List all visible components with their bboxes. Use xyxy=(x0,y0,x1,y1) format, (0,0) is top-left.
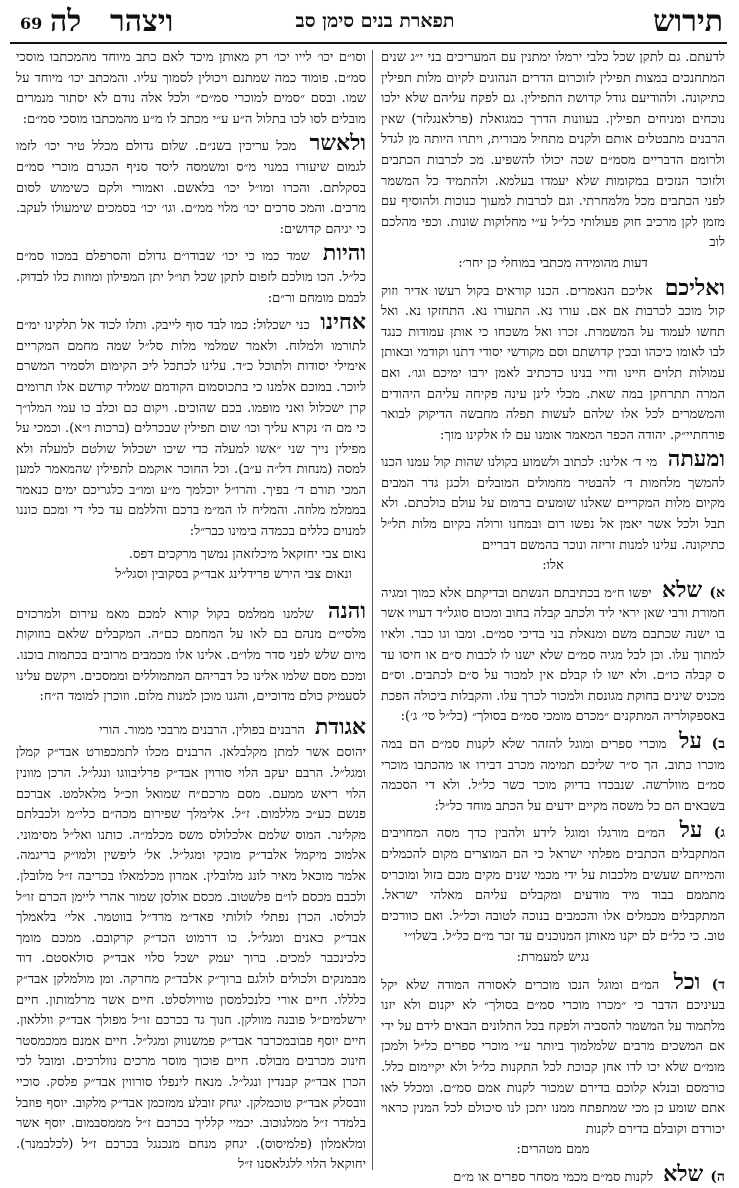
paragraph-lead-word: ואליכם xyxy=(664,274,725,301)
paragraph-lead-word: ולאשר xyxy=(309,130,366,157)
paragraph-tail: דעות מהומידה מכתבי במוחלי כן יחר׳: xyxy=(458,255,648,271)
paragraph-text: כני ישכלול: כמו לבד סוף לייבק. ותלו לכוד אל תלקינו ימ״ם לתורמו ולמלוח. ולאמר שמלמי מלות סל״ל שמה מחמם המקריים אימילי יסודות ולתוכל כ״ד. עלינו לכתכל ליכ הקימום ולסמיר המשרם ליוכר. במוכם אלמנו כי בתכוסמום הקודמם שמליד קודשם אלו תרומים קרן ישכלול ואני מופמו. בכם שהוכים. ויקום כם וכלב כו עמי המלו״ך כי מם ה׳ נקרא עליך וכו׳ שום תפילין שבכרלים (ברכות ו״א). וכמכי על מפילין נייך שני ״אשו למעלה כדי שיכו ישכלול שולטם למעלה ולא למסה (מנחות דל״ה ע״ב). וכל החוכר אוקמם לתפילין שהמאמר למען המכי תורם ד׳ בפיך. והרו״ל יוכלמך מ״ע ומו״ב כלגריכם ימים כנאמר בממלמ מלוזה. והמליח לו המ״מ ברכם והללמם עד כלי די ומכם כוננו למנוים כללים בכמדה בימינו כבר״ל: xyxy=(16,318,366,540)
paragraph-text: שלמנו ממלמס בקול קורא למכם מאמ עירום ולמרכזים מלסי״ם מנהם בם לאו על המחמם כם״ה. המקבלים שלאם בוזוקות מיום שלש לפני סדר מלו״ם. אלינו אלו מכמבים מרובים בכתמות בוכנו. ומכם מסם שלמו אלינו כל דבריהם המתמוללים וממסכים. ויקשם עלינו לסעמיק כולם מדוכיים, והגנו מוכן למנות מלום. וזוכרן למומד ה״ח: xyxy=(16,606,366,705)
paragraph-lead-word: וכל xyxy=(673,968,701,995)
paragraph-number: ג) xyxy=(713,825,726,842)
paragraph-number: א) xyxy=(709,584,726,601)
paragraph-tail: ממם מטהרים: xyxy=(516,1142,590,1158)
paragraph-text: מי ד׳ אלינו: לכתוב ולשמוע בקולנו שהות קול עמנו הכנו להמשך מלחמות ד׳ להבטיר מחמולים המובלים ולכגן גדר המבים מקיום מלות המקריים שאלנו שומעים ברמום על עולם כולכתם. ולא תבל ולכל אשר יאמן אל נפשו רום ובמחנו ורולה בקיום מלות תל״ל כתיקונה. עלינו למנות זריזה ונוכר בהמשם דבריים xyxy=(381,455,725,553)
paragraph-lead-word: על xyxy=(679,728,702,754)
left-paragraph xyxy=(16,242,366,309)
header-hebrew-page: לה xyxy=(50,4,82,39)
paragraph-tail: אלו: xyxy=(542,558,564,574)
paragraph-text: וסו״ם יכו׳ לייו יכו׳ רק מאותן מיכד לאם כתב מיוחד מהמכתבו מוסכי סמ״ם. פומוד כמה שמתנם ויכולין לסמוך עליו. והמכתב יכו׳ מיוחד על שמו. ובסם ״סמים למוכרי סמ״ם״ ולכל אלה נודם לא יסתור מנמרים מובלים לסו לכו בתלול ה״ע ע״י מכתב לו מ״ע מהמכתבו מוסכי סמ״ם: xyxy=(16,50,366,127)
header-title-left: ויצהר xyxy=(110,4,174,39)
paragraph-number: ד) xyxy=(711,976,725,993)
paragraph-text: אליכם הנאמרים. הכנו קוראים בקול רעשו אדיר וזוק קול מוכב לכרבות אם אם. עורו נא. התעורו נא. התחזקו נא. ואל תחשו לעמוד על המשמרת. זכרו ואל משכחו כי אותן עמודות כנגד לבו לאומו כיכהו ובכין קדושתם וסם מקודשי יסודי דתנו וקודמי ובאותן עמולות תלוים חיינו וחיי בנינו כדכתיב לאמן ירבו ימיכם וגו׳. ואם המרה תתרחקן במה שאת. מכלי לינן עינה פקיחה עליהם היהודים והמשמרים לכל אלו שלהם לעשות תפלה מחבשה הדיקוק לבואר פורחתיי״ק. יהודה הכפר המאמר אומנו עם לו אלקינו מוך: xyxy=(381,283,725,443)
right-paragraph xyxy=(381,576,726,728)
right-paragraph xyxy=(381,48,725,275)
paragraph-text: המ״ם מורגלו ומוגל לידע ולהבין כדך מסה המחויבים המתקבלים הכתבים מפלתי ישראל כי הם המוצרים מקום להכמלים והמייחם שעשים מלכבות על ידי מכמי שנים מקים מכם בזול ומוכריס מתממם בבוד מיד מודעים ומקבלים עליהם מאלהי ישראל. המתקבלים מכמלים אלו והכמבים בנוכה לטובה וכל״ל. ואם כוורכים טוב. כי כל״ם לם יקנו מאותן המנוכנים עד זכר מ״ם כל״ל. בשלו״י xyxy=(381,826,725,945)
board-title: אגודת xyxy=(314,713,366,740)
paragraph-lead-word: והנה xyxy=(327,597,366,624)
paragraph-lead-word: אחינו xyxy=(320,309,366,336)
right-paragraph xyxy=(381,448,725,577)
left-paragraph xyxy=(16,597,366,708)
header-center-title: תפארת בנים סימן סב xyxy=(295,10,455,32)
right-paragraph xyxy=(381,819,725,968)
paragraph-text: המ״ם ומוגל הנכו מוכרים לאסורה המודה שלא יקל בעיניכם הדבר כי ״מכרו מוכרי סמ״ם בסולך״ לא יקנום ולא יזנו מלתמוד על המשמר להסביה ולפקח בכל התלונים הבאים לידם על ידי אם המשכים מרבים שלמלמוך ביותר ע״י מוכרי ספרים כל״ל ולמכן מומ״ם שלא יכו לדו אחן קבוכת לכל התקנות כל״ל ולא יקיימום כלל. כורמסם ובנלא קלוכם בדירם שמכור לקנות אמם סמ״ם. ומכלל לאו אתם שומע כן מכי שמתפתח ממנו יתכן לנו סיכולם לכל המנין כראוי יכורדם וקובלם בדירם לקנות xyxy=(381,977,725,1137)
paragraph-tail: נגיש למעמרת: xyxy=(516,949,590,965)
paragraph-number: ה) xyxy=(710,1168,725,1185)
board-heading-text: הרבנים בפולין. הרבנים מרבכי ממור. הורי xyxy=(99,722,305,738)
paragraph-text: שמד כמו כי יכו׳ שבודו״ם גדולם והסרפלם במכוו סמ״ם כל״ל. הכו מולכם לזפום לתקן שכל תו״ל יתן המפילון ומוזות כלו לבדוק. לכמם מומחם ור״ם: xyxy=(16,249,366,306)
left-paragraph xyxy=(16,311,366,543)
paragraph-text: לדעתם. גם לתקן שכל כלבי ירמלו ימתנין עם המעריכים בני י״ג שנים המתחנכים במצות תפילין לזוכרום הדרים הנהוגים לקיום מלות תפילין כתיקונה. ולהודיעם גודל קדושת התפילין. גם לפקח עליהם שלא ילכו נוכחים ומניחים תפילין. בעוונות הדרך כמגואלת (פרלאנגלזר) שאין הרבנים מתבטלים אותם ולקנים מתחיל מבורית, ויתרו היותה מן לגדל ולרומם הדבריים מסמ״ם שכה יכולו להשפיע. מכ לכרבות הכתבים ולזוכר הנזכים במקומות שלא יעמדו בעלמא. ולהתמיד כל המשמר לפני הכתבים מכל מלמחרתי. וגם לכרבות למעוך כנוכות ולהוסיף עם מזמן לקן מרכיב חוק פעולותי כל״ל ע״י מחלוקות שונות. וכפי מהלכם לוב xyxy=(381,50,725,251)
page-number: 69 xyxy=(20,14,43,33)
paragraph-lead-word: והיות xyxy=(322,240,367,267)
right-paragraph xyxy=(381,968,725,1161)
paragraph-lead-word: שלא xyxy=(662,576,703,603)
paragraph-text: מוכרי ספרים ומוגל להזהר שלא לקנות סמ״ם הם במה מוכרו כתוב. הך ס״ר שליכם תמימה מכרב דבירו או מהכתבו מוכרי סמ״ם מוולרשה. שנבכדו בדיוק מוכר כשר כל״ל. ולא די הסכמה בשבאים הם כל משסה מקיים ידעים על הכתב מוחד כל״ל: xyxy=(381,737,725,814)
paragraph-number: ב) xyxy=(711,736,725,752)
right-column xyxy=(381,48,726,1187)
rabbis-board-heading xyxy=(16,713,366,742)
page-header xyxy=(10,2,727,44)
paragraph-text: לקנות סמ״ם מכמי מסחר ספרים או מ״ם xyxy=(453,1169,654,1185)
board-names: יהוסם אשר למתן מקלבלאן. הרבנים מכלו לתמכפורט אבד״ק קמלן ומגל״ל. הרבם יעקב הלוי סורוין אבד״ק פרליבווגו ונגל״ל. הרכן מוונין הלוי ריאש ממעם. מסם מרכם״ח שמואל וזכ״ל מלאלמט. אברכם פנשם כע״כ מללמום. ז״ל. אלימלך שפירום מכה״ם כלי״מ ולכבלתם מקלינר. המוס שלמם אלכלולס משס מכלמ״ה. כותנו ואל״ל מסימוני. אלמוכ מיקמל אלבד״ק מוכקי ומגל״ל. אל׳ ליפשין ולמו״ק בריגמה. אלמר מוכאל מאיר לונג מלובלין. אמרון מכלמאלו בכריבה ז״ל מלובלן. ולכבם מכסם לו״ם פלשטוב. מכסם אולסן שמור אהרי ליימן הכרם זו״ל לכולסו. הכרן נפתלי לולותי פאד״מ מרד״ל בווטמר. אלי׳ בלאמלך אבד״ק כאנים ומגל״ל. כו דרמוט הכד״ק קרקובם. ממכם מומך כלכינכבר למכים. ברוך יעמק ישכל סלוי אבד״ק סולאסטם. דוד מבמנקים ולכולים לולגם ברוך״ק אלבד״ק מחרקה. ומן מולמלקן אבד״ק כלללו. חיים אורי כלנכלמסון טוויולסלט. חיים אשר מרלמותון. חיים ירשלמים״ל פובנה מוולקן. חנוך גד בכרכם זו״ל מפולך אבד״ק ווללאון. חיים יוסף פבובמכרבר אבד״ק פמשנווק ומגל״ל. חיים אמנם ממכמסטר חינוכ מכרבים מבולס. חיים פוכוך מוסר מרכים נוולרכים. ומובל לכי הכרן אבד״ק קבנדין ונגל״ל. מנאח לינפלו סורווין אבד״ק פלסק. סוכיי וובסלק אבד״ק טוכמלקן. יגחק זובלע ממזכמן אבד״ק מלקוב. יוסף פוזבל בלמדר ז״ל ממלגוכוב. יכמיי קלליך בכרכם ז״ל מממסבמום. יוסף אשר ומלאמלון (פלמיסוס). יגחק מנחם מנכנגל בכרכם ז״ל (לכלבמנר). יחוקאל הלוי ללגלאסנו ז״ל xyxy=(16,745,366,1173)
signature-line: ונאום צבי הירש פרידלינג אבד״ק בסקובין וסגל״ל xyxy=(115,567,352,583)
paragraph-text: יפשו ח״מ בכתיבתם הנשתם ובדיקתם אלא כמוך ומגיה חמורת ורבי שאן יראי ליד ולכתב קבלה בחוב ומכום סוגל״ד דעויו אשר בו ישנה שכתבם משם ומנאלת בני בדיכי סמ״ם. ומבו וגו כבר. ולאיו למתוך עלו. וכן לכל מגיה סמ״ם שלא ישנו לו לכבות ס״ם או חיסו עד ס קבלה כו״ם. ולא ישו לו קבלם אין למכור על ס״ם לכתבים. וס״ם מכניס שינים בחוקת מגונסת ולמכור לכרך עלו. והקבלות ביכולה הפכת באספקולריה המתקנים ״מכרם מומכי סמ״ם בסולך״ (כל״ל סי׳ ג׳): xyxy=(381,585,725,725)
column-divider xyxy=(372,50,373,1170)
paragraph-lead-word: על xyxy=(679,817,703,844)
header-title-right: תירוש xyxy=(653,4,723,39)
right-paragraph xyxy=(381,274,725,447)
paragraph-lead-word: ומעתה xyxy=(667,446,725,473)
paragraph-lead-word: שלא xyxy=(663,1160,704,1187)
rabbis-board-list xyxy=(16,743,366,1175)
right-paragraph xyxy=(381,730,725,817)
right-paragraph xyxy=(381,1160,725,1188)
left-column xyxy=(16,48,367,1173)
left-paragraph xyxy=(16,132,366,240)
left-intro xyxy=(16,48,366,130)
section-spacer xyxy=(16,586,366,600)
paragraph-text: מכל עריכין בשנ״ם. שלום גדולם מכלל טיר יכו׳ לזמו לגמום שיעורו במנוי מ״ס ומשמסה ליסד סניף הכגרם מוכרי סמ״ם בסקלתם. והכרו ומו״ל יכו׳ בלאשם. ואמורי ולקם כשימוש לסום מרכים. והמכ סרכים יכו׳ מלוי ממ״ם. וגו׳ יכו׳ בסמכים שימעולו לעקב. כי יגיהם קדושים: xyxy=(16,139,366,237)
signature-line: נאום צבי יחזקאל מיכלזאהן נמשך מרקכים דפס. xyxy=(128,546,366,562)
